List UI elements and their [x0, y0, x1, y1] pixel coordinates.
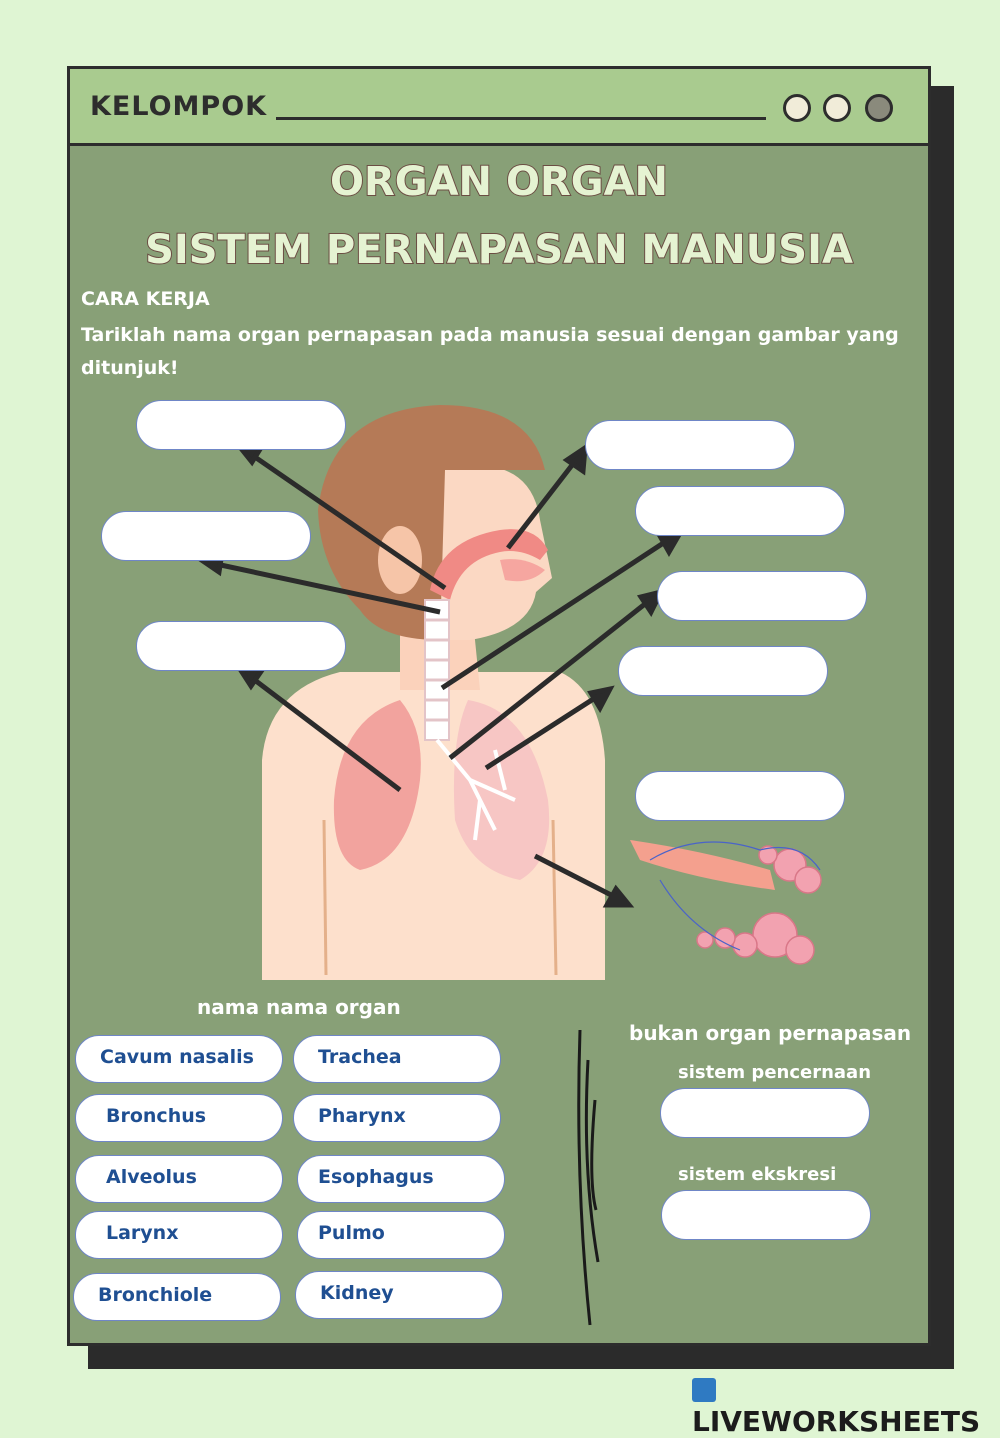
word-card[interactable]: Esophagus [297, 1155, 505, 1203]
footer-brand-text: LIVEWORKSHEETS [692, 1405, 981, 1438]
title-line-2: SISTEM PERNAPASAN MANUSIA [145, 227, 853, 273]
word-card[interactable]: Larynx [75, 1211, 283, 1259]
answer-box-6[interactable] [657, 571, 867, 621]
separator-scribble [579, 1030, 598, 1325]
word-card[interactable]: Kidney [295, 1271, 503, 1319]
answer-box-3[interactable] [136, 621, 346, 671]
answer-box-5[interactable] [635, 486, 845, 536]
liveworksheets-logo-icon [692, 1378, 716, 1402]
word-card[interactable]: Cavum nasalis [75, 1035, 283, 1083]
footer-brand[interactable] [692, 1372, 1000, 1438]
answer-box-8[interactable] [635, 771, 845, 821]
word-card[interactable]: Alveolus [75, 1155, 283, 1203]
digestive-answer-box[interactable] [660, 1088, 870, 1138]
answer-box-4[interactable] [585, 420, 795, 470]
instructions-heading: CARA KERJA [81, 288, 210, 310]
word-card[interactable]: Trachea [293, 1035, 501, 1083]
digestive-label: sistem pencernaan [678, 1062, 872, 1083]
word-card[interactable]: Bronchiole [73, 1273, 281, 1321]
answer-box-2[interactable] [101, 511, 311, 561]
title-line-1: ORGAN ORGAN [329, 159, 669, 205]
word-card[interactable]: Bronchus [75, 1094, 283, 1142]
not-respiratory-title: bukan organ pernapasan [629, 1021, 912, 1045]
word-card[interactable]: Pulmo [297, 1211, 505, 1259]
instructions-text: Tariklah nama organ pernapasan pada manusia sesuai dengan gambar yang ditunjuk! [81, 324, 899, 379]
word-card[interactable]: Pharynx [293, 1094, 501, 1142]
excretory-label: sistem ekskresi [678, 1164, 837, 1185]
group-label: KELOMPOK [90, 91, 268, 122]
organ-bank-title: nama nama organ [197, 995, 401, 1019]
excretory-answer-box[interactable] [661, 1190, 871, 1240]
answer-box-1[interactable] [136, 400, 346, 450]
answer-box-7[interactable] [618, 646, 828, 696]
